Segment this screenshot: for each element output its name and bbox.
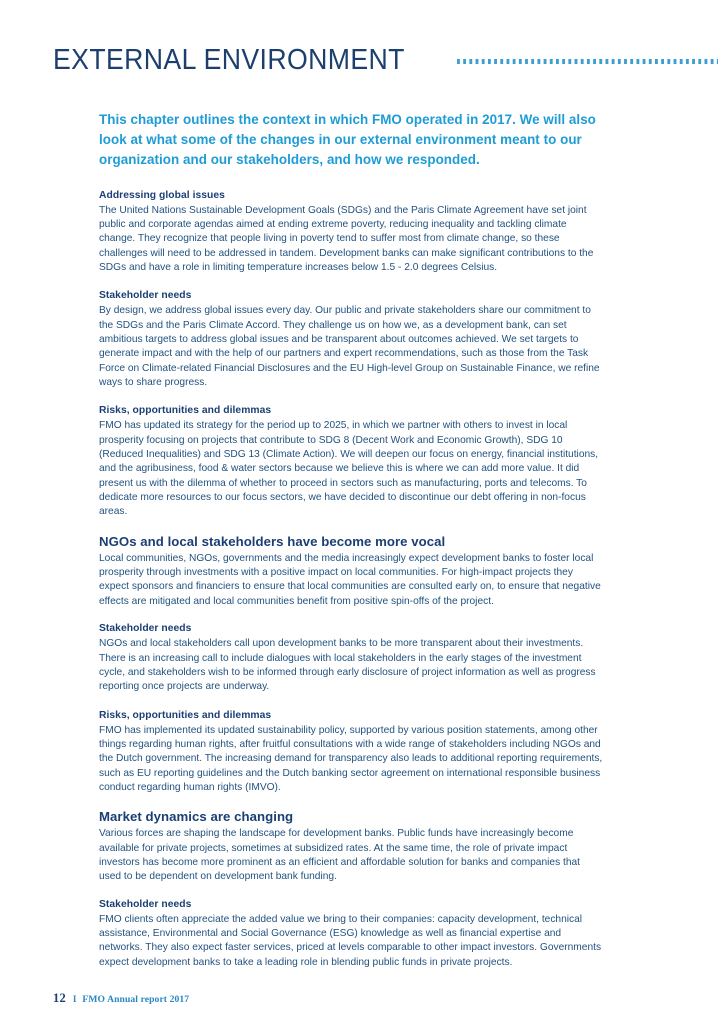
- section-body: FMO has implemented its updated sustainability policy, supported by various position statements, among other things regarding human rights, after fruitful consultations with a wide range of stakeholders including NGOs and the Dutch government. The increasing demand for transparency also leads to additional reporting requirements, such as EU reporting guidelines and the Dutch banking sector agreement on international responsible business conduct regarding human rights (IMVO).: [99, 724, 603, 793]
- content-section: [99, 288, 604, 390]
- footer-report-label: FMO Annual report 2017: [82, 994, 190, 1005]
- page-footer: [53, 991, 189, 1006]
- section-heading-risks-opportunities-dilemmas: Risks, opportunities and dilemmas: [99, 405, 272, 417]
- section-heading-risks-opportunities-dilemmas: Risks, opportunities and dilemmas: [99, 709, 272, 721]
- content-section: [99, 897, 604, 970]
- content-section: [99, 808, 604, 884]
- section-heading-market-dynamics: Market dynamics are changing: [99, 809, 294, 825]
- section-body: FMO clients often appreciate the added value we bring to their companies: capacity development, technical assistance, Environmental and Social Governance (ESG) knowledge as well as financial expertise and networks. They also expect faster services, priced at levels comparable to other impact investors. Governments expect development banks to take a leading role in blending public funds in private projects.: [99, 913, 602, 968]
- footer-page-number: 12: [53, 991, 66, 1005]
- content-section: [99, 403, 604, 519]
- dotted-rule-decoration: [457, 59, 718, 64]
- section-heading-stakeholder-needs: Stakeholder needs: [99, 623, 192, 635]
- section-body: By design, we address global issues every day. Our public and private stakeholders share our commitment to the SDGs and the Paris Climate Accord. They challenge us on how we, as a development bank, can set ambitious targets to address global issues and be transparent about outcomes achieved. We set targets to generate impact and with the help of our partners and expert recommendations, such as those from the Task Force on Climate-related Financial Disclosures and the EU High-level Group on Sustainable Finance, we refine ways to share progress.: [99, 305, 600, 389]
- content-section: [99, 621, 604, 694]
- content-section: [99, 533, 604, 609]
- section-body: The United Nations Sustainable Development Goals (SDGs) and the Paris Climate Agreement have set joint public and corporate agendas aimed at ending extreme poverty, reducing inequality and tackling climate change. They recognize that people living in poverty tend to suffer most from climate change, so these challenges will need to be addressed in tandem. Development banks can make significant contributions to the SDGs and have a role in limiting temperature increases below 1.5 - 2.0 degrees Celsius.: [99, 204, 594, 273]
- content-section: [99, 708, 604, 796]
- footer-separator: I: [72, 994, 77, 1004]
- section-body: FMO has updated its strategy for the period up to 2025, in which we partner with others to invest in local prosperity focusing on projects that contribute to SDG 8 (Decent Work and Economic Growth), SDG 10 (Reduced Inequalities) and SDG 13 (Climate Action). We will deepen our focus on energy, financial institutions, and the agribusiness, food & water sectors because we believe this is where we can add more value. It did present us with the dilemma of whether to proceed in sectors such as manufacturing, ports and telecoms. To dedicate more resources to our focus sectors, we have decided to discontinue our debt offering in non-focus areas.: [99, 420, 599, 518]
- section-heading-ngos-local-stakeholders: NGOs and local stakeholders have become more vocal: [99, 533, 446, 549]
- section-body: Various forces are shaping the landscape for development banks. Public funds have increasingly become available for private projects, sometimes at subsidized rates. At the same time, the role of private impact investors has become more prominent as an efficient and affordable solution for banks and companies that used to be dependent on development bank funding.: [99, 828, 580, 883]
- section-heading-addressing-global-issues: Addressing global issues: [99, 189, 225, 201]
- section-body: Local communities, NGOs, governments and the media increasingly expect development banks to foster local prosperity through investments with a positive impact on local communities. For high-impact projects they expect sponsors and financiers to ensure that local communities are consulted early on, to ensure that negative effects are mitigated and local communities benefit from positive spin-offs of the project.: [99, 552, 601, 607]
- page-header: [0, 40, 724, 80]
- chapter-intro-paragraph: This chapter outlines the context in which FMO operated in 2017. We will also look at what some of the changes in our external environment meant to our organization and our stakeholders, and how we responded.: [99, 112, 596, 168]
- main-content: [99, 110, 604, 983]
- content-section: [99, 188, 604, 276]
- page-title: EXTERNAL ENVIRONMENT: [53, 44, 405, 76]
- section-body: NGOs and local stakeholders call upon development banks to be more transparent about their investments. There is an increasing call to include dialogues with local stakeholders in the early stages of the investment cycle, and stakeholders wish to be informed through early disclosure of project information as well as progress reporting once projects are underway.: [99, 638, 596, 693]
- section-heading-stakeholder-needs: Stakeholder needs: [99, 290, 192, 302]
- section-heading-stakeholder-needs: Stakeholder needs: [99, 898, 192, 910]
